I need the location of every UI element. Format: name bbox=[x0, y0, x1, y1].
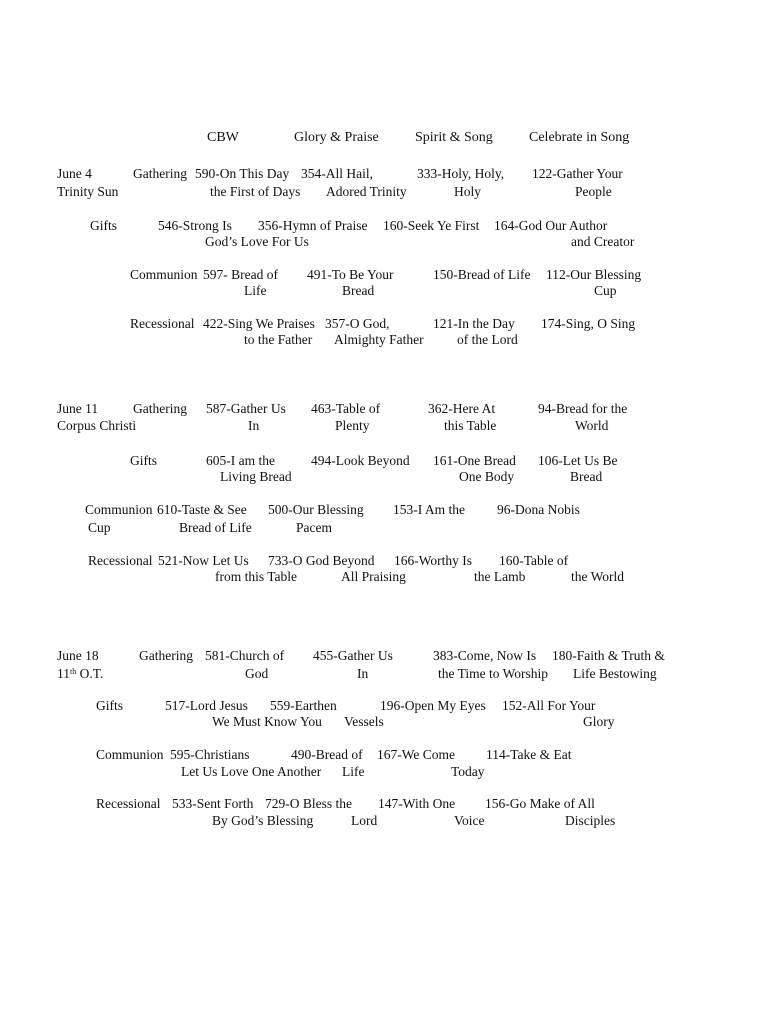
hymn-celebrate-cont: and Creator bbox=[571, 234, 635, 249]
hymn-spirit-song: 383-Come, Now Is bbox=[433, 648, 537, 663]
hymn-cbw: 590-On This Day bbox=[195, 166, 290, 181]
hymn-celebrate-cont: Pacem bbox=[296, 520, 332, 535]
hymn-glory-praise: 463-Table of bbox=[311, 401, 381, 416]
hymn-cbw-cont: the First of Days bbox=[210, 184, 301, 199]
hymn-cbw-cont: Let Us Love One Another bbox=[181, 764, 322, 779]
row-label: Gifts bbox=[96, 698, 123, 713]
hymn-glory-praise: 356-Hymn of Praise bbox=[258, 218, 368, 233]
row-label: Gifts bbox=[130, 453, 157, 468]
hymn-celebrate: 114-Take & Eat bbox=[486, 747, 572, 762]
occasion-rest: O.T. bbox=[76, 666, 104, 681]
hymn-glory-praise-cont: Lord bbox=[351, 813, 378, 828]
row-label: Recessional bbox=[88, 553, 153, 568]
row-label: Communion bbox=[96, 747, 164, 762]
hymn-spirit-song: 147-With One bbox=[378, 796, 456, 811]
hymn-spirit-song: 167-We Come bbox=[377, 747, 456, 762]
hymn-glory-praise: 357-O God, bbox=[325, 316, 390, 331]
hymn-glory-praise-cont: Plenty bbox=[335, 418, 370, 433]
row-label: Gathering bbox=[133, 166, 187, 181]
hymn-cbw: 587-Gather Us bbox=[206, 401, 286, 416]
hymn-spirit-song-cont: Holy bbox=[454, 184, 481, 199]
hymn-celebrate: 156-Go Make of All bbox=[485, 796, 595, 811]
hymn-glory-praise-cont: Vessels bbox=[344, 714, 384, 729]
row-label: Communion bbox=[130, 267, 198, 282]
row-label-cont: Cup bbox=[88, 520, 111, 535]
hymn-glory-praise-cont: Bread bbox=[342, 283, 375, 298]
hymn-cbw-cont: God bbox=[245, 666, 269, 681]
hymn-glory-praise-cont: Life bbox=[342, 764, 365, 779]
hymn-cbw: 422-Sing We Praises bbox=[203, 316, 315, 331]
hymn-celebrate: 96-Dona Nobis bbox=[497, 502, 580, 517]
hymn-spirit-song: 333-Holy, Holy, bbox=[417, 166, 505, 181]
row-label: Gathering bbox=[133, 401, 187, 416]
hymn-celebrate: 94-Bread for the bbox=[538, 401, 628, 416]
hymn-spirit-song-cont: this Table bbox=[444, 418, 497, 433]
header-celebrate-in-song: Celebrate in Song bbox=[529, 130, 630, 145]
occasion-ordinal-suffix: th bbox=[70, 667, 77, 676]
hymn-glory-praise: 500-Our Blessing bbox=[268, 502, 364, 517]
hymn-cbw-cont: In bbox=[248, 418, 260, 433]
hymn-spirit-song-cont: the Lamb bbox=[474, 569, 526, 584]
hymn-glory-praise-cont: Bread of Life bbox=[179, 520, 252, 535]
hymn-spirit-song: 121-In the Day bbox=[433, 316, 515, 331]
row-label: Recessional bbox=[130, 316, 195, 331]
hymn-celebrate-cont: Life Bestowing bbox=[573, 666, 657, 681]
hymn-glory-praise: 490-Bread of bbox=[291, 747, 363, 762]
hymn-glory-praise-cont: In bbox=[357, 666, 369, 681]
hymn-glory-praise: 729-O Bless the bbox=[265, 796, 352, 811]
hymn-spirit-song-cont: Today bbox=[451, 764, 485, 779]
hymn-spirit-song: 161-One Bread bbox=[433, 453, 516, 468]
hymn-glory-praise: 494-Look Beyond bbox=[311, 453, 410, 468]
hymn-celebrate: 112-Our Blessing bbox=[546, 267, 642, 282]
hymn-glory-praise: 733-O God Beyond bbox=[268, 553, 375, 568]
hymn-celebrate-cont: Cup bbox=[594, 283, 617, 298]
row-label: Recessional bbox=[96, 796, 161, 811]
hymn-celebrate: 180-Faith & Truth & bbox=[552, 648, 665, 663]
hymn-cbw-cont: By God’s Blessing bbox=[212, 813, 314, 828]
hymn-spirit-song: 362-Here At bbox=[428, 401, 496, 416]
hymn-cbw: 597- Bread of bbox=[203, 267, 278, 282]
week-date: June 4 bbox=[57, 166, 92, 181]
week-date: June 11 bbox=[57, 401, 99, 416]
row-label: Gifts bbox=[90, 218, 117, 233]
header-spirit-song: Spirit & Song bbox=[415, 130, 493, 145]
hymn-glory-praise-cont: Almighty Father bbox=[334, 332, 424, 347]
hymn-glory-praise: 354-All Hail, bbox=[301, 166, 373, 181]
hymn-cbw: 605-I am the bbox=[206, 453, 275, 468]
hymn-celebrate-cont: World bbox=[575, 418, 609, 433]
hymn-cbw-cont: from this Table bbox=[215, 569, 298, 584]
occasion-number: 11 bbox=[57, 666, 70, 681]
hymn-cbw: 595-Christians bbox=[170, 747, 250, 762]
hymn-cbw-cont: We Must Know You bbox=[212, 714, 322, 729]
hymn-glory-praise: 559-Earthen bbox=[270, 698, 337, 713]
hymn-celebrate-cont: Bread bbox=[570, 469, 603, 484]
row-label: Gathering bbox=[139, 648, 193, 663]
hymn-cbw-cont: Living Bread bbox=[220, 469, 292, 484]
week-occasion: Corpus Christi bbox=[57, 418, 137, 433]
hymn-cbw: 581-Church of bbox=[205, 648, 285, 663]
hymn-celebrate-cont: Disciples bbox=[565, 813, 616, 828]
hymn-spirit-song-cont: One Body bbox=[459, 469, 515, 484]
hymn-celebrate: 160-Table of bbox=[499, 553, 569, 568]
hymn-spirit-song: 150-Bread of Life bbox=[433, 267, 531, 282]
hymn-celebrate-cont: the World bbox=[571, 569, 625, 584]
hymn-celebrate: 164-God Our Author bbox=[494, 218, 608, 233]
hymn-cbw-cont: Life bbox=[244, 283, 267, 298]
hymn-spirit-song: 160-Seek Ye First bbox=[383, 218, 480, 233]
header-glory-praise: Glory & Praise bbox=[294, 130, 379, 145]
week-occasion bbox=[57, 666, 103, 682]
hymn-spirit-song-cont: of the Lord bbox=[457, 332, 518, 347]
hymn-cbw: 533-Sent Forth bbox=[172, 796, 254, 811]
hymn-celebrate-cont: Glory bbox=[583, 714, 615, 729]
hymn-cbw: 610-Taste & See bbox=[157, 502, 247, 517]
hymn-celebrate: 174-Sing, O Sing bbox=[541, 316, 636, 331]
hymn-spirit-song: 196-Open My Eyes bbox=[380, 698, 486, 713]
hymn-celebrate: 152-All For Your bbox=[502, 698, 596, 713]
hymn-spirit-song-cont: the Time to Worship bbox=[438, 666, 549, 681]
week-date: June 18 bbox=[57, 648, 99, 663]
hymn-cbw: 521-Now Let Us bbox=[158, 553, 249, 568]
hymn-glory-praise: 491-To Be Your bbox=[307, 267, 394, 282]
hymn-cbw: 517-Lord Jesus bbox=[165, 698, 248, 713]
hymn-cbw: 546-Strong Is bbox=[158, 218, 232, 233]
hymn-cbw-cont: to the Father bbox=[244, 332, 313, 347]
hymn-celebrate: 122-Gather Your bbox=[532, 166, 623, 181]
hymn-spirit-song-cont: Voice bbox=[454, 813, 485, 828]
hymn-celebrate-cont: People bbox=[575, 184, 612, 199]
hymn-spirit-song: 153-I Am the bbox=[393, 502, 465, 517]
hymn-cbw-cont: God’s Love For Us bbox=[205, 234, 309, 249]
hymn-celebrate: 106-Let Us Be bbox=[538, 453, 618, 468]
week-occasion: Trinity Sun bbox=[57, 184, 119, 199]
hymn-glory-praise-cont: All Praising bbox=[341, 569, 406, 584]
hymn-spirit-song: 166-Worthy Is bbox=[394, 553, 473, 568]
hymn-glory-praise: 455-Gather Us bbox=[313, 648, 393, 663]
row-label: Communion bbox=[85, 502, 153, 517]
header-cbw: CBW bbox=[207, 130, 239, 145]
hymn-glory-praise-cont: Adored Trinity bbox=[326, 184, 407, 199]
